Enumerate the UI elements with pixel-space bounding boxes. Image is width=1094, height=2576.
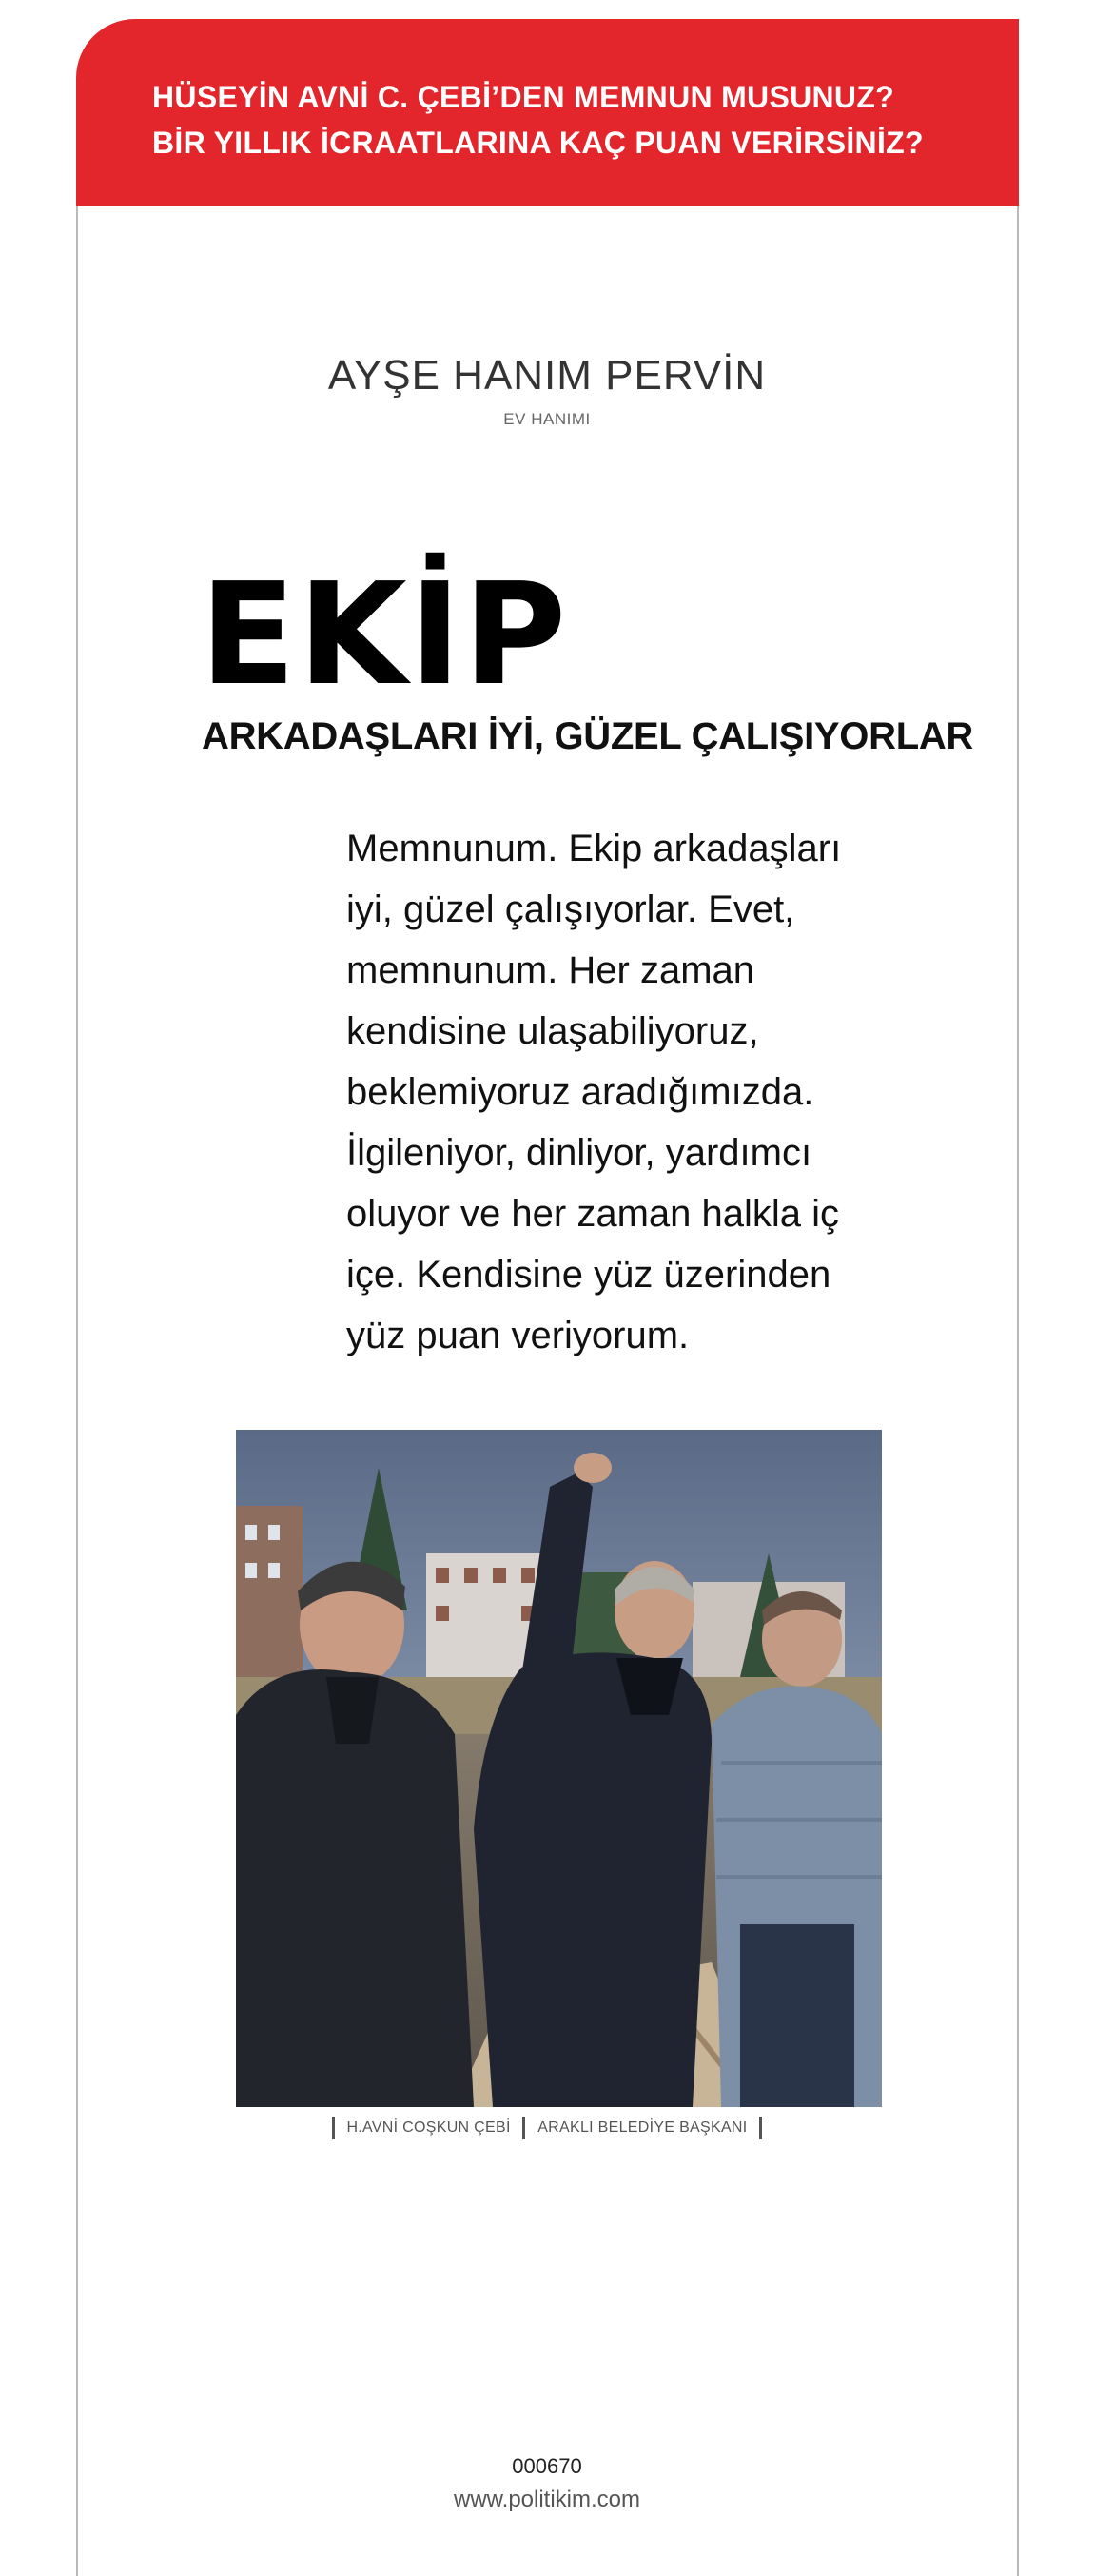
question-banner — [76, 19, 1019, 206]
page-code: 000670 — [512, 2454, 582, 2478]
body-line: yüz puan veriyorum. — [346, 1315, 690, 1356]
caption-name: H.AVNİ COŞKUN ÇEBİ — [346, 2119, 511, 2136]
body-line: iyi, güzel çalışıyorlar. Evet, — [346, 888, 795, 930]
body-line: İlgileniyor, dinliyor, yardımcı — [346, 1132, 812, 1174]
caption-divider — [759, 2117, 762, 2139]
photo-illustration — [236, 1430, 882, 2107]
body-line: memnunum. Her zaman — [346, 949, 755, 991]
article-headline: EKİP — [200, 553, 569, 716]
banner-question-line-1: HÜSEYİN AVNİ C. ÇEBİ’DEN MEMNUN MUSUNUZ? — [152, 80, 895, 114]
caption-divider — [332, 2117, 335, 2139]
body-line: içe. Kendisine yüz üzerinden — [346, 1254, 831, 1296]
frame-left-border — [76, 200, 78, 2576]
mayor-site-photo — [236, 1430, 882, 2107]
interviewee-role: EV HANIMI — [503, 410, 591, 428]
body-line: kendisine ulaşabiliyoruz, — [346, 1010, 759, 1052]
body-line: Memnunum. Ekip arkadaşları — [346, 828, 842, 869]
interviewee-name: AYŞE HANIM PERVİN — [327, 352, 767, 399]
caption-title: ARAKLI BELEDİYE BAŞKANI — [537, 2119, 748, 2136]
banner-question-line-2: BİR YILLIK İCRAATLARINA KAÇ PUAN VERİRSİNİZ? — [152, 126, 924, 160]
body-line: oluyor ve her zaman halkla iç — [346, 1193, 840, 1235]
frame-right-border — [1017, 200, 1019, 2576]
website-url: www.politikim.com — [453, 2487, 641, 2512]
caption-divider — [522, 2117, 525, 2139]
article-body — [346, 818, 879, 1366]
article-subheadline: ARKADAŞLARI İYİ, GÜZEL ÇALIŞIYORLAR — [202, 715, 974, 757]
body-line: beklemiyoruz aradığımızda. — [346, 1071, 814, 1113]
photo-caption — [0, 2117, 1094, 2139]
